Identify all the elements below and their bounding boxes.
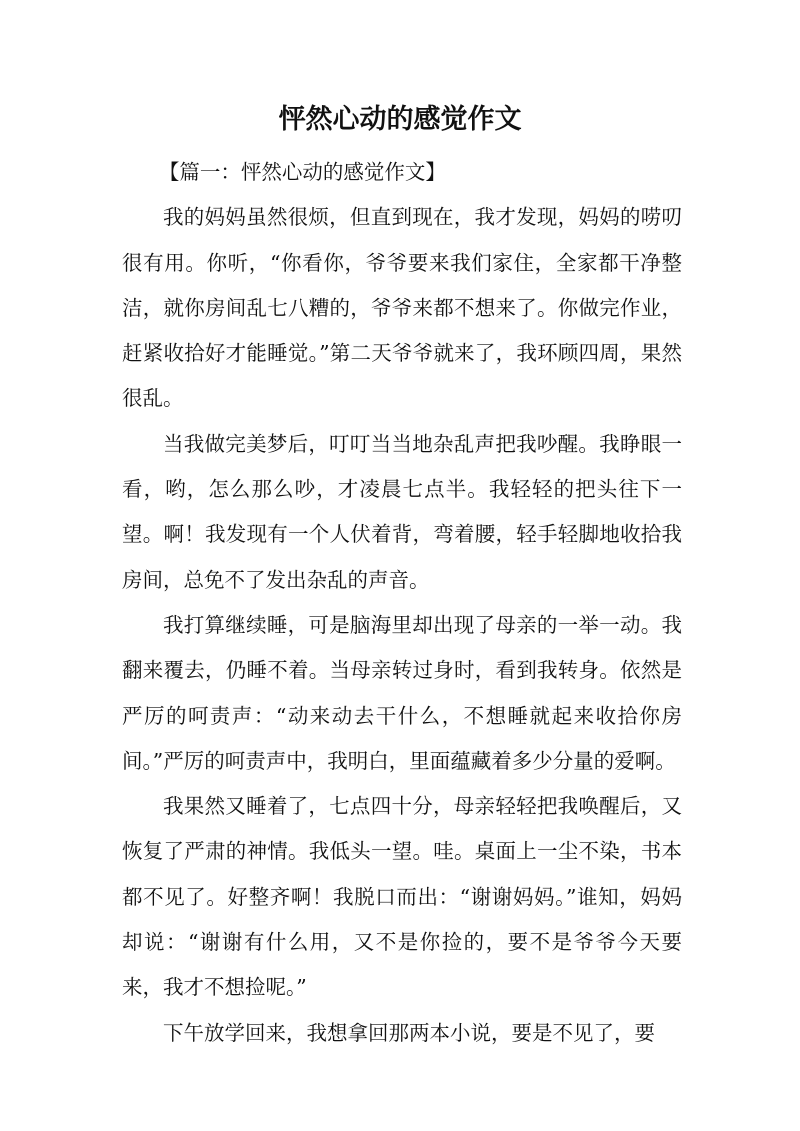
essay-body — [122, 150, 682, 1056]
paragraph-4: 我果然又睡着了，七点四十分，母亲轻轻把我唤醒后，又恢复了严肃的神情。我低头一望。哇。桌面上一尘不染，书本都不见了。好整齐啊！我脱口而出：“谢谢妈妈。”谁知，妈妈却说：“谢谢有什么用，又不是你捡的，要不是爷爷今天要来，我才不想捡呢。” — [122, 794, 682, 1000]
page-title: 怦然心动的感觉作文 — [278, 104, 522, 135]
paragraph-1: 我的妈妈虽然很烦，但直到现在，我才发现，妈妈的唠叨很有用。你听，“你看你，爷爷要来我们家住，全家都干净整洁，就你房间乱七八糟的，爷爷来都不想来了。你做完作业，赶紧收拾好才能睡觉。”第二天爷爷就来了，我环顾四周，果然很乱。 — [122, 205, 682, 411]
paragraph-3: 我打算继续睡，可是脑海里却出现了母亲的一举一动。我翻来覆去，仍睡不着。当母亲转过身时，看到我转身。依然是严厉的呵责声：“动来动去干什么，不想睡就起来收拾你房间。”严厉的呵责声中，我明白，里面蕴藏着多少分量的爱啊。 — [122, 612, 682, 773]
paragraph-5: 下午放学回来，我想拿回那两本小说，要是不见了，要 — [163, 1020, 655, 1045]
paragraph-2: 当我做完美梦后，叮叮当当地杂乱声把我吵醒。我睁眼一看，哟，怎么那么吵，才凌晨七点半。我轻轻的把头往下一望。啊！我发现有一个人伏着背，弯着腰，轻手轻脚地收拾我房间，总免不了发出杂乱的声音。 — [122, 431, 682, 592]
section-heading: 【篇一：怦然心动的感觉作文】 — [158, 160, 446, 184]
